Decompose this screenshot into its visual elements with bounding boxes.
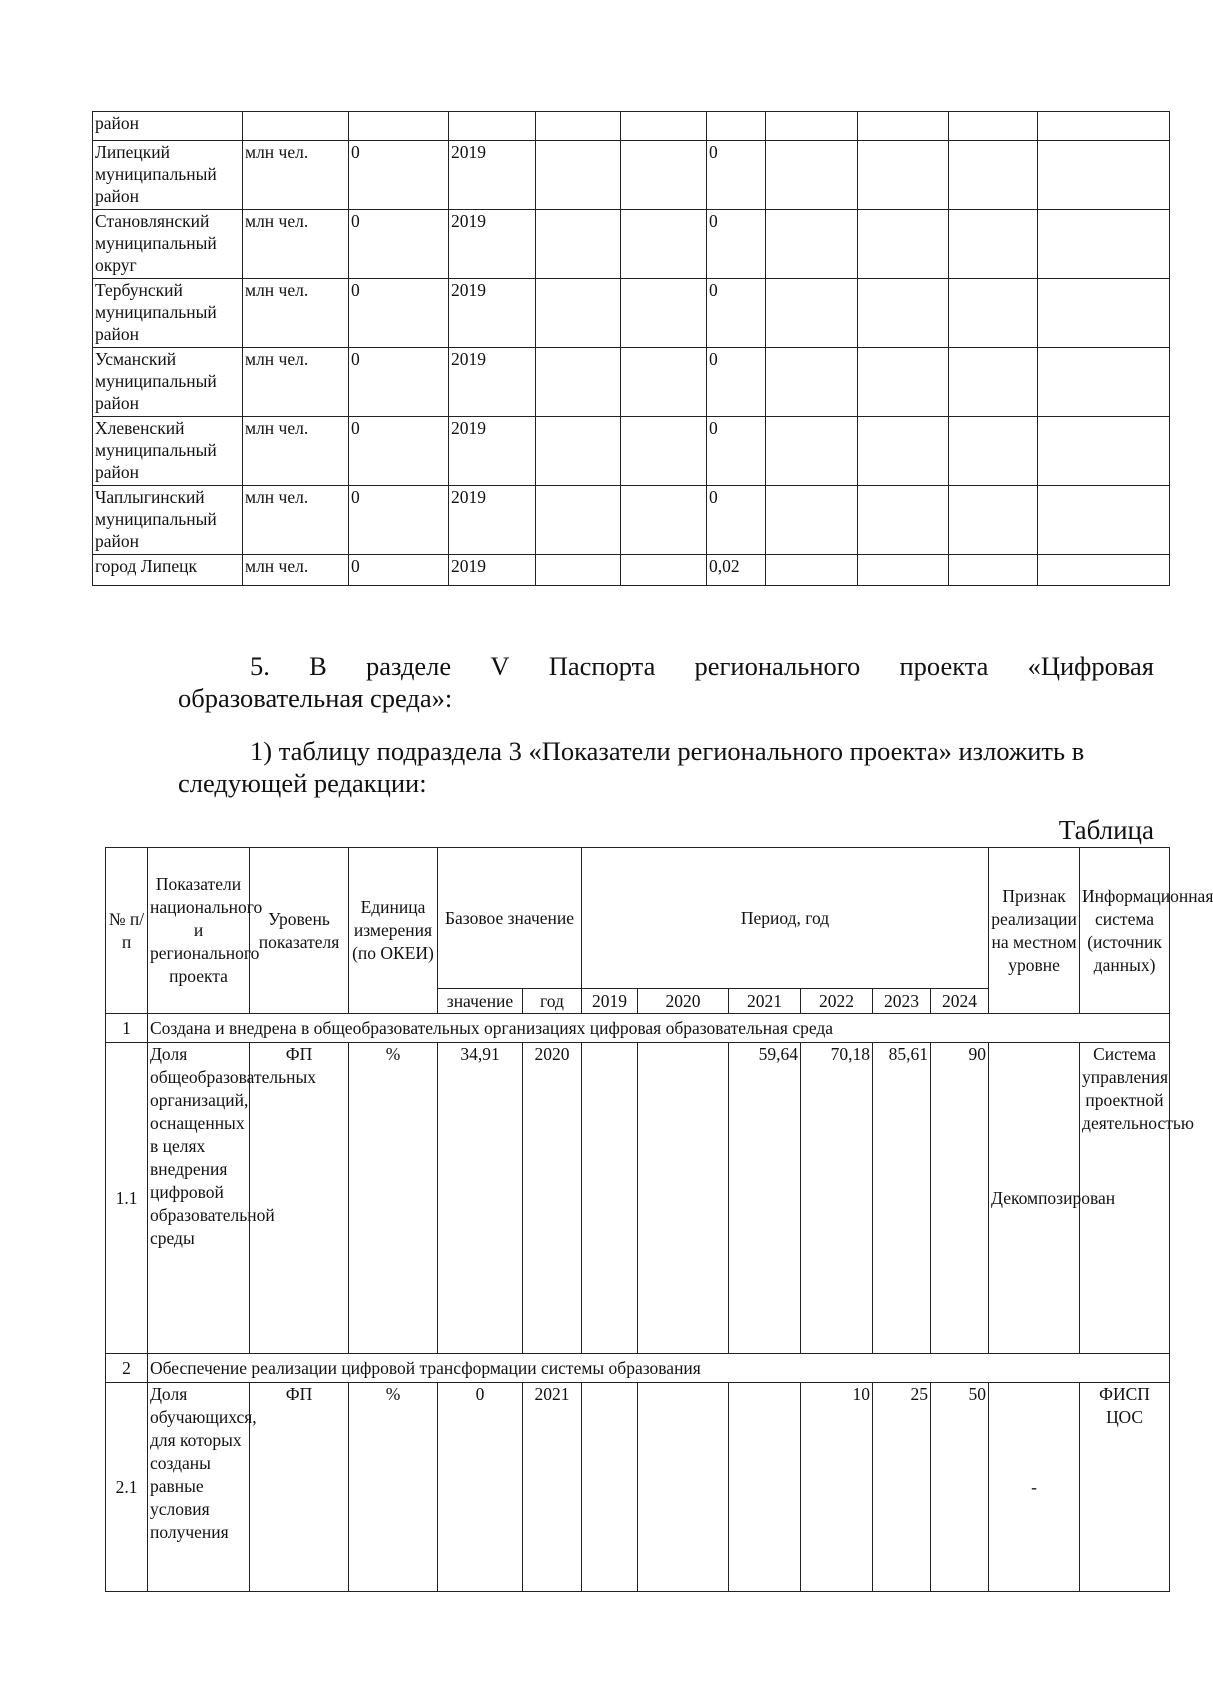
paragraph-word: Паспорта: [548, 651, 656, 681]
empty-cell: [536, 555, 621, 586]
municipal-indicator-table: [92, 111, 1170, 586]
cell-year: 2019: [449, 348, 536, 417]
header-year-2021: 2021: [729, 989, 801, 1014]
period-value-2022: 10: [801, 1383, 873, 1592]
empty-cell: [536, 279, 621, 348]
empty-cell: [621, 141, 707, 210]
indicator-unit: %: [349, 1043, 438, 1354]
section-row: [106, 1014, 1170, 1043]
empty-cell: [536, 348, 621, 417]
period-value-2020: [638, 1383, 729, 1592]
indicator-name: Доля обучающихся, для которых созданы равные условия получения: [148, 1383, 250, 1592]
period-value-2019: [582, 1043, 638, 1354]
empty-cell: [536, 210, 621, 279]
cell-val: 0: [707, 417, 766, 486]
header-unit: Единица измерения (по ОКЕИ): [349, 848, 438, 1014]
header-info-system: Информационная система (источник данных): [1080, 848, 1170, 1014]
header-num: № п/п: [106, 848, 148, 1014]
indicator-name: Доля общеобразовательных организаций, оснащенных в целях внедрения цифровой образовательной среды: [148, 1043, 250, 1354]
cell-val: 0: [707, 348, 766, 417]
municipal-row: [93, 555, 1170, 586]
header-indicator: Показатели национального и регионального проекта: [148, 848, 250, 1014]
indicator-unit: %: [349, 1383, 438, 1592]
empty-cell: [949, 348, 1038, 417]
empty-cell: [858, 417, 949, 486]
header-value: значение: [438, 989, 523, 1014]
cell-base: 0: [349, 417, 449, 486]
cell-val: [707, 112, 766, 141]
empty-cell: [1038, 486, 1170, 555]
local-sign: Декомпозирован: [989, 1043, 1080, 1354]
header-year-2022: 2022: [801, 989, 873, 1014]
empty-cell: [536, 417, 621, 486]
header-year-2019: 2019: [582, 989, 638, 1014]
base-year: 2020: [523, 1043, 582, 1354]
cell-year: 2019: [449, 417, 536, 486]
paragraph-word: V: [490, 651, 510, 681]
empty-cell: [858, 348, 949, 417]
empty-cell: [536, 486, 621, 555]
cell-name: Тербунский муниципальный район: [93, 279, 243, 348]
empty-cell: [766, 555, 858, 586]
paragraph-5-first-line: [178, 650, 1154, 682]
cell-base: 0: [349, 210, 449, 279]
empty-cell: [858, 555, 949, 586]
cell-unit: млн чел.: [243, 348, 349, 417]
paragraph-5-second-line: образовательная среда»:: [178, 683, 453, 713]
empty-cell: [1038, 112, 1170, 141]
empty-cell: [621, 348, 707, 417]
section-row: [106, 1354, 1170, 1383]
period-value-2024: 50: [931, 1383, 989, 1592]
cell-name: Становлянский муниципальный округ: [93, 210, 243, 279]
header-year-2024: 2024: [931, 989, 989, 1014]
cell-year: 2019: [449, 486, 536, 555]
empty-cell: [858, 112, 949, 141]
municipal-row: [93, 279, 1170, 348]
cell-unit: млн чел.: [243, 417, 349, 486]
header-year: год: [523, 989, 582, 1014]
indicator-num: 1.1: [106, 1043, 148, 1354]
project-indicators-table: [105, 847, 1213, 1592]
cell-base: [349, 112, 449, 141]
empty-cell: [766, 486, 858, 555]
amendment-paragraph-5: [178, 650, 1154, 714]
empty-cell: [1038, 348, 1170, 417]
indicator-level: ФП: [250, 1043, 349, 1354]
cell-val: 0: [707, 141, 766, 210]
cell-name: Липецкий муниципальный район: [93, 141, 243, 210]
empty-cell: [621, 555, 707, 586]
cell-val: 0: [707, 486, 766, 555]
municipal-row: [93, 417, 1170, 486]
cell-base: 0: [349, 279, 449, 348]
empty-cell: [1038, 141, 1170, 210]
section-num: 2: [106, 1354, 148, 1383]
empty-cell: [949, 112, 1038, 141]
cell-val: 0: [707, 210, 766, 279]
section-title: Обеспечение реализации цифровой трансформации системы образования: [148, 1354, 1170, 1383]
cell-name: город Липецк: [93, 555, 243, 586]
cell-name: Усманский муниципальный район: [93, 348, 243, 417]
municipal-row: [93, 348, 1170, 417]
empty-cell: [858, 141, 949, 210]
cell-base: 0: [349, 348, 449, 417]
cell-name: район: [93, 112, 243, 141]
period-value-2022: 70,18: [801, 1043, 873, 1354]
section-num: 1: [106, 1014, 148, 1043]
empty-cell: [949, 417, 1038, 486]
empty-cell: [766, 210, 858, 279]
period-value-2023: 25: [873, 1383, 931, 1592]
header-year-2023: 2023: [873, 989, 931, 1014]
paragraph-word: «Цифровая: [1027, 651, 1154, 681]
indicator-num: 2.1: [106, 1383, 148, 1592]
empty-cell: [766, 141, 858, 210]
empty-cell: [949, 486, 1038, 555]
empty-cell: [536, 141, 621, 210]
info-system: Система управления проектной деятельностью: [1080, 1043, 1170, 1354]
empty-cell: [1038, 417, 1170, 486]
cell-unit: млн чел.: [243, 141, 349, 210]
indicator-level: ФП: [250, 1383, 349, 1592]
paragraph-word: регионального: [694, 651, 861, 681]
cell-unit: млн чел.: [243, 279, 349, 348]
empty-cell: [621, 279, 707, 348]
header-base-value: Базовое значение: [438, 848, 582, 989]
period-value-2021: [729, 1383, 801, 1592]
empty-cell: [1038, 210, 1170, 279]
period-value-2019: [582, 1383, 638, 1592]
empty-cell: [621, 417, 707, 486]
empty-cell: [621, 210, 707, 279]
municipal-row: [93, 486, 1170, 555]
base-value: 34,91: [438, 1043, 523, 1354]
cell-year: 2019: [449, 141, 536, 210]
empty-cell: [621, 486, 707, 555]
paragraph-word: В: [309, 651, 327, 681]
section-title: Создана и внедрена в общеобразовательных организациях цифровая образовательная среда: [148, 1014, 1170, 1043]
amendment-subparagraph-1: 1) таблицу подраздела 3 «Показатели регионального проекта» изложить в следующей редакции:: [178, 736, 1085, 798]
header-level: Уровень показателя: [250, 848, 349, 1014]
table-caption: Таблица: [1058, 815, 1154, 845]
local-sign: -: [989, 1383, 1080, 1592]
empty-cell: [1038, 279, 1170, 348]
empty-cell: [536, 112, 621, 141]
cell-year: [449, 112, 536, 141]
cell-base: 0: [349, 555, 449, 586]
empty-cell: [766, 348, 858, 417]
header-local-sign: Признак реализации на местном уровне: [989, 848, 1080, 1014]
municipal-row: [93, 210, 1170, 279]
cell-unit: млн чел.: [243, 486, 349, 555]
indicator-row: [106, 1043, 1170, 1354]
period-value-2021: 59,64: [729, 1043, 801, 1354]
empty-cell: [858, 210, 949, 279]
cell-val: 0: [707, 279, 766, 348]
cell-unit: млн чел.: [243, 210, 349, 279]
empty-cell: [949, 141, 1038, 210]
header-period: Период, год: [582, 848, 989, 989]
paragraph-word: проекта: [899, 651, 989, 681]
base-year: 2021: [523, 1383, 582, 1592]
empty-cell: [621, 112, 707, 141]
cell-year: 2019: [449, 555, 536, 586]
paragraph-word: 5.: [250, 651, 270, 681]
cell-val: 0,02: [707, 555, 766, 586]
empty-cell: [766, 279, 858, 348]
empty-cell: [1038, 555, 1170, 586]
info-system: ФИСП ЦОС: [1080, 1383, 1170, 1592]
municipal-row: [93, 112, 1170, 141]
period-value-2023: 85,61: [873, 1043, 931, 1354]
cell-name: Чаплыгинский муниципальный район: [93, 486, 243, 555]
header-year-2020: 2020: [638, 989, 729, 1014]
indicator-row: [106, 1383, 1170, 1592]
empty-cell: [766, 417, 858, 486]
cell-base: 0: [349, 486, 449, 555]
base-value: 0: [438, 1383, 523, 1592]
empty-cell: [949, 555, 1038, 586]
cell-unit: [243, 112, 349, 141]
period-value-2024: 90: [931, 1043, 989, 1354]
cell-year: 2019: [449, 210, 536, 279]
empty-cell: [858, 486, 949, 555]
cell-name: Хлевенский муниципальный район: [93, 417, 243, 486]
empty-cell: [766, 112, 858, 141]
empty-cell: [949, 210, 1038, 279]
empty-cell: [858, 279, 949, 348]
paragraph-word: разделе: [365, 651, 452, 681]
cell-base: 0: [349, 141, 449, 210]
municipal-row: [93, 141, 1170, 210]
empty-cell: [949, 279, 1038, 348]
cell-unit: млн чел.: [243, 555, 349, 586]
period-value-2020: [638, 1043, 729, 1354]
cell-year: 2019: [449, 279, 536, 348]
